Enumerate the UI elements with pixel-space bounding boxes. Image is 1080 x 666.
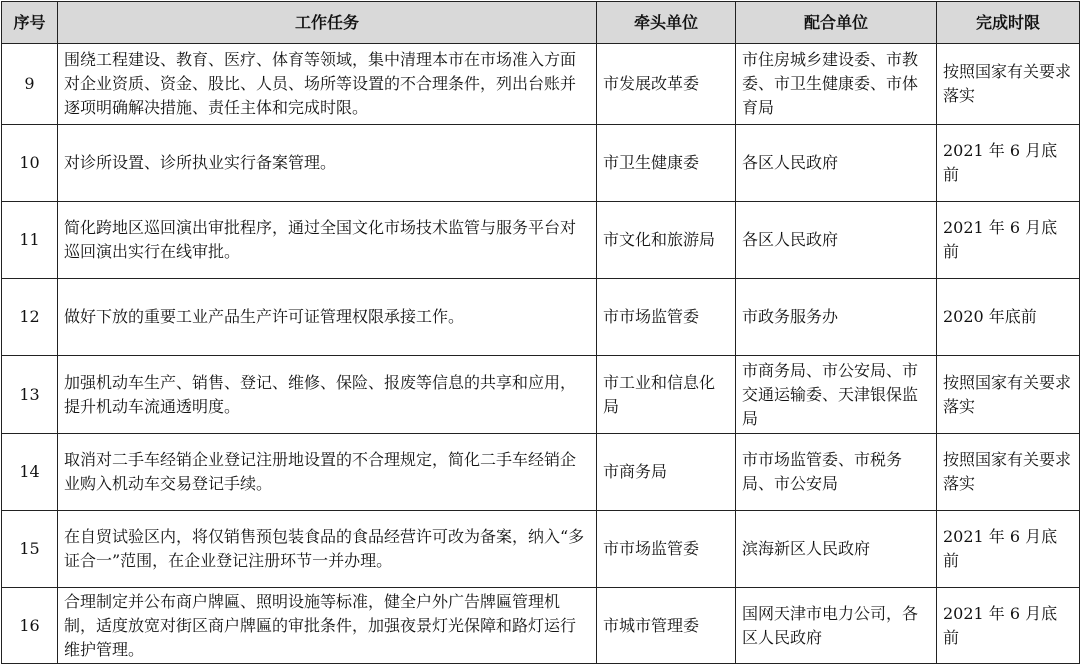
cell-task: 取消对二手车经销企业登记注册地设置的不合理规定，简化二手车经销企业购入机动车交易登记手续。 (58, 434, 597, 511)
table-row (2, 356, 1080, 434)
cell-no: 9 (2, 44, 58, 125)
cell-task: 围绕工程建设、教育、医疗、体育等领域，集中清理本市在市场准入方面对企业资质、资金、股比、人员、场所等设置的不合理条件，列出台账并逐项明确解决措施、责任主体和完成时限。 (58, 44, 597, 125)
cell-task: 加强机动车生产、销售、登记、维修、保险、报废等信息的共享和应用，提升机动车流通透明度。 (58, 356, 597, 434)
cell-coop: 市市场监管委、市税务局、市公安局 (736, 434, 937, 511)
cell-due: 2021 年 6 月底前 (937, 202, 1080, 279)
cell-lead: 市文化和旅游局 (597, 202, 736, 279)
cell-lead: 市工业和信息化局 (597, 356, 736, 434)
cell-no: 16 (2, 588, 58, 664)
table-header (2, 2, 1080, 44)
header-task: 工作任务 (58, 2, 597, 44)
table-row (2, 44, 1080, 125)
header-due: 完成时限 (937, 2, 1080, 44)
cell-no: 12 (2, 279, 58, 356)
table-row (2, 434, 1080, 511)
cell-lead: 市城市管理委 (597, 588, 736, 664)
cell-no: 11 (2, 202, 58, 279)
task-table (1, 1, 1080, 664)
cell-coop: 市住房城乡建设委、市教委、市卫生健康委、市体育局 (736, 44, 937, 125)
table-row (2, 125, 1080, 202)
cell-due: 2021 年 6 月底前 (937, 511, 1080, 588)
cell-lead: 市市场监管委 (597, 511, 736, 588)
table-row (2, 511, 1080, 588)
cell-due: 按照国家有关要求落实 (937, 44, 1080, 125)
header-lead: 牵头单位 (597, 2, 736, 44)
cell-task: 对诊所设置、诊所执业实行备案管理。 (58, 125, 597, 202)
cell-no: 13 (2, 356, 58, 434)
cell-due: 按照国家有关要求落实 (937, 356, 1080, 434)
cell-task: 在自贸试验区内，将仅销售预包装食品的食品经营许可改为备案，纳入“多证合一”范围，在企业登记注册环节一并办理。 (58, 511, 597, 588)
cell-no: 15 (2, 511, 58, 588)
table-row (2, 588, 1080, 664)
cell-coop: 市政务服务办 (736, 279, 937, 356)
cell-due: 2021 年 6 月底前 (937, 588, 1080, 664)
cell-lead: 市市场监管委 (597, 279, 736, 356)
cell-coop: 各区人民政府 (736, 202, 937, 279)
header-row (2, 2, 1080, 44)
cell-no: 14 (2, 434, 58, 511)
table-body (2, 44, 1080, 664)
cell-coop: 滨海新区人民政府 (736, 511, 937, 588)
header-coop: 配合单位 (736, 2, 937, 44)
cell-coop: 国网天津市电力公司，各区人民政府 (736, 588, 937, 664)
cell-coop: 市商务局、市公安局、市交通运输委、天津银保监局 (736, 356, 937, 434)
cell-due: 2020 年底前 (937, 279, 1080, 356)
header-no: 序号 (2, 2, 58, 44)
cell-task: 做好下放的重要工业产品生产许可证管理权限承接工作。 (58, 279, 597, 356)
table-row (2, 202, 1080, 279)
table-row (2, 279, 1080, 356)
cell-due: 按照国家有关要求落实 (937, 434, 1080, 511)
cell-task: 简化跨地区巡回演出审批程序，通过全国文化市场技术监管与服务平台对巡回演出实行在线审批。 (58, 202, 597, 279)
cell-due: 2021 年 6 月底前 (937, 125, 1080, 202)
cell-lead: 市商务局 (597, 434, 736, 511)
cell-lead: 市卫生健康委 (597, 125, 736, 202)
cell-task: 合理制定并公布商户牌匾、照明设施等标准，健全户外广告牌匾管理机制，适度放宽对街区商户牌匾的审批条件，加强夜景灯光保障和路灯运行维护管理。 (58, 588, 597, 664)
cell-no: 10 (2, 125, 58, 202)
cell-coop: 各区人民政府 (736, 125, 937, 202)
cell-lead: 市发展改革委 (597, 44, 736, 125)
